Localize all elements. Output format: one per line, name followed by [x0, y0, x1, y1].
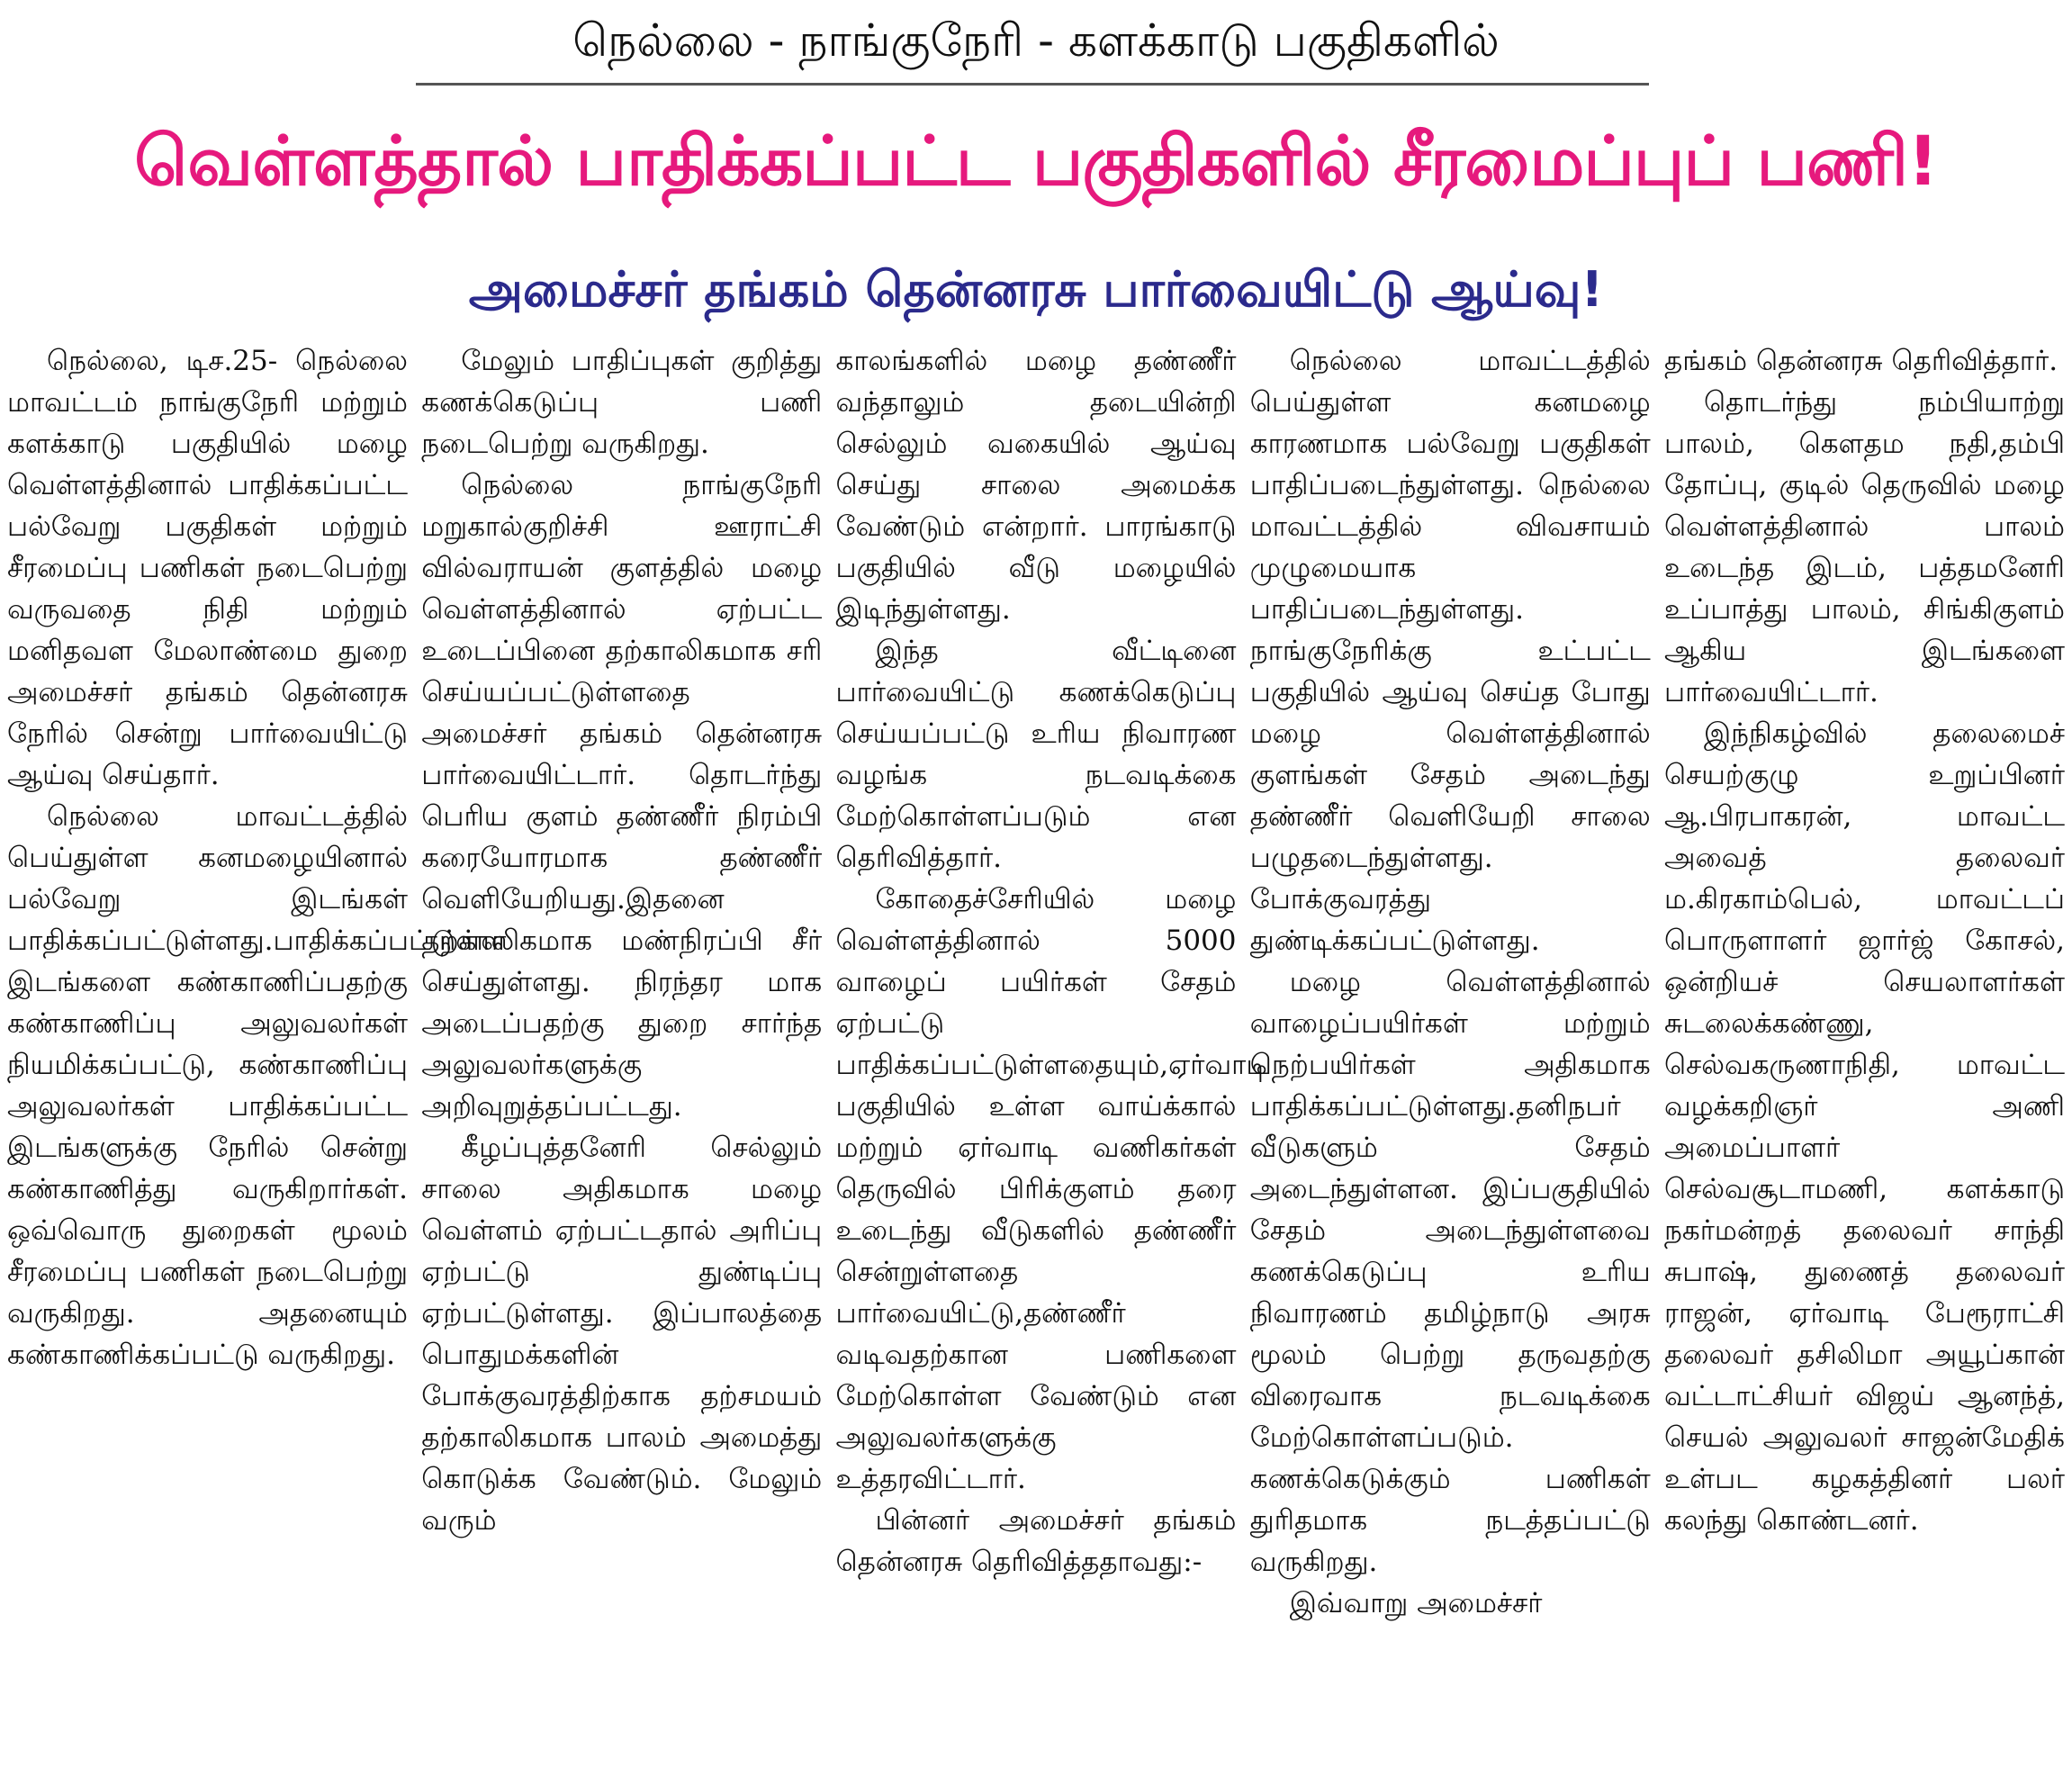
article-column-2	[421, 340, 822, 1772]
article-paragraph: மழை வெள்ளத்தினால் வாழைப்பயிர்கள் மற்றும் நெற்பயிர்கள் அதிகமாக பாதிக்கப்பட்டுள்ளது.தனிநபர் வீடுகளும் சேதம் அடைந்துள்ளன. இப்பகுதியில் சேதம் அடைந்துள்ளவை கணக்கெடுப்பு உரிய நிவாரணம் தமிழ்நாடு அரசு மூலம் பெற்று தருவதற்கு விரைவாக நடவடிக்கை மேற்கொள்ளப்படும். கணக்கெடுக்கும் பணிகள் துரிதமாக நடத்தப்பட்டு வருகிறது.	[1249, 966, 1651, 1578]
article-paragraph: மேலும் பாதிப்புகள் குறித்து கணக்கெடுப்பு பணி நடைபெற்று வருகிறது.	[421, 345, 823, 460]
article-paragraph: காலங்களில் மழை தண்ணீர் வந்தாலும் தடையின்றி செல்லும் வகையில் ஆய்வு செய்து சாலை அமைக்க வேண்டும் என்றார். பாரங்காடு பகுதியில் வீடு மழையில் இடிந்துள்ளது.	[835, 345, 1237, 626]
article-paragraph: நெல்லை மாவட்டத்தில் பெய்துள்ள கனமழை காரணமாக பல்வேறு பகுதிகள் பாதிப்படைந்துள்ளது. நெல்லை மாவட்டத்தில் விவசாயம் முழுமையாக பாதிப்படைந்துள்ளது. நாங்குநேரிக்கு உட்பட்ட பகுதியில் ஆய்வு செய்த போது மழை வெள்ளத்தினால் குளங்கள் சேதம் அடைந்து தண்ணீர் வெளியேறி சாலை பழுதடைந்துள்ளது. போக்குவரத்து துண்டிக்கப்பட்டுள்ளது.	[1249, 345, 1651, 957]
article-body	[7, 340, 2065, 1772]
kicker-divider	[416, 83, 1649, 86]
article-headline: வெள்ளத்தால் பாதிக்கப்பட்ட பகுதிகளில் சீரமைப்புப் பணி!	[134, 121, 1938, 201]
article-paragraph: நெல்லை நாங்குநேரி மறுகால்குறிச்சி ஊராட்சி வில்வராயன் குளத்தில் மழை வெள்ளத்தினால் ஏற்பட்ட உடைப்பினை தற்காலிகமாக சரி செய்யப்பட்டுள்ளதை அமைச்சர் தங்கம் தென்னரசு பார்வையிட்டார். தொடர்ந்து பெரிய குளம் தண்ணீர் நிரம்பி கரையோரமாக தண்ணீர் வெளியேறியது.இதனை தற்காலிகமாக மண்நிரப்பி சீர் செய்துள்ளது. நிரந்தர மாக அடைப்பதற்கு துறை சார்ந்த அலுவலர்களுக்கு அறிவுறுத்தப்பட்டது.	[421, 469, 823, 1123]
article-column-5	[1664, 340, 2065, 1772]
article-subhead: அமைச்சர் தங்கம் தென்னரசு பார்வையிட்டு ஆய்வு!	[468, 261, 1604, 318]
article-paragraph: கீழப்புத்தனேரி செல்லும் சாலை அதிகமாக மழை வெள்ளம் ஏற்பட்டதால் அரிப்பு ஏற்பட்டு துண்டிப்பு ஏற்பட்டுள்ளது. இப்பாலத்தை பொதுமக்களின் போக்குவரத்திற்காக தற்சமயம் தற்காலிகமாக பாலம் அமைத்து கொடுக்க வேண்டும். மேலும் வரும்	[421, 1132, 823, 1537]
article-paragraph: நெல்லை மாவட்டத்தில் பெய்துள்ள கனமழையினால் பல்வேறு இடங்கள் பாதிக்கப்பட்டுள்ளது.பாதிக்கப்பட்டுள்ள இடங்களை கண்காணிப்பதற்கு கண்காணிப்பு அலுவலர்கள் நியமிக்கப்பட்டு, கண்காணிப்பு அலுவலர்கள் பாதிக்கப்பட்ட இடங்களுக்கு நேரில் சென்று கண்காணித்து வருகிறார்கள். ஒவ்வொரு துறைகள் மூலம் சீரமைப்பு பணிகள் நடைபெற்று வருகிறது. அதனையும் கண்காணிக்கப்பட்டு வருகிறது.	[7, 800, 507, 1371]
article-paragraph: இவ்வாறு அமைச்சர்	[1289, 1587, 1543, 1619]
article-paragraph: இந்நிகழ்வில் தலைமைச் செயற்குழு உறுப்பினர் ஆ.பிரபாகரன், மாவட்ட அவைத் தலைவர் ம.கிரகாம்பெல், மாவட்டப் பொருளாளர் ஜார்ஜ் கோசல், ஒன்றியச் செயலாளர்கள் சுடலைக்கண்ணு, செல்வகருணாநிதி, மாவட்ட வழக்கறிஞர் அணி அமைப்பாளர் செல்வசூடாமணி, களக்காடு நகர்மன்றத் தலைவர் சாந்தி சுபாஷ், துணைத் தலைவர் ராஜன், ஏர்வாடி பேரூராட்சி தலைவர் தசிலிமா அயூப்கான் வட்டாட்சியர் விஜய் ஆனந்த், செயல் அலுவலர் சாஜன்மேதிக் உள்பட கழகத்தினர் பலர் கலந்து கொண்டனர்.	[1664, 717, 2065, 1537]
article-column-4	[1250, 340, 1651, 1772]
article-column-1	[7, 340, 507, 1772]
article-paragraph: நெல்லை, டிச.25- நெல்லை மாவட்டம் நாங்குநேரி மற்றும் களக்காடு பகுதியில் மழை வெள்ளத்தினால் பாதிக்கப்பட்ட பல்வேறு பகுதிகள் மற்றும் சீரமைப்பு பணிகள் நடைபெற்று வருவதை நிதி மற்றும் மனிதவள மேலாண்மை துறை அமைச்சர் தங்கம் தென்னரசு நேரில் சென்று பார்வையிட்டு ஆய்வு செய்தார்.	[7, 345, 408, 791]
article-paragraph: கோதைச்சேரியில் மழை வெள்ளத்தினால் 5000 வாழைப் பயிர்கள் சேதம் ஏற்பட்டு பாதிக்கப்பட்டுள்ளதையும்,ஏர்வாடி பகுதியில் உள்ள வாய்க்கால் மற்றும் ஏர்வாடி வணிகர்கள் தெருவில் பிரிக்குளம் தரை உடைந்து வீடுகளில் தண்ணீர் சென்றுள்ளதை பார்வையிட்டு,தண்ணீர் வடிவதற்கான பணிகளை மேற்கொள்ள வேண்டும் என அலுவலர்களுக்கு உத்தரவிட்டார்.	[835, 883, 1269, 1495]
article-paragraph: தங்கம் தென்னரசு தெரிவித்தார்.	[1664, 345, 2058, 377]
article-paragraph: தொடர்ந்து நம்பியாற்று பாலம், கௌதம நதி,தம்பி தோப்பு, குடில் தெருவில் மழை வெள்ளத்தினால் பாலம் உடைந்த இடம், பத்தமனேரி உப்பாத்து பாலம், சிங்கிகுளம் ஆகிய இடங்களை பார்வையிட்டார்.	[1664, 386, 2065, 708]
article-paragraph: பின்னர் அமைச்சர் தங்கம் தென்னரசு தெரிவித்ததாவது:-	[835, 1504, 1237, 1578]
article-paragraph: இந்த வீட்டினை பார்வையிட்டு கணக்கெடுப்பு செய்யப்பட்டு உரிய நிவாரண வழங்க நடவடிக்கை மேற்கொள்ளப்படும் என தெரிவித்தார்.	[835, 635, 1237, 874]
article-column-3	[835, 340, 1269, 1772]
article-kicker: நெல்லை - நாங்குநேரி - களக்காடு பகுதிகளில்	[572, 14, 1500, 67]
